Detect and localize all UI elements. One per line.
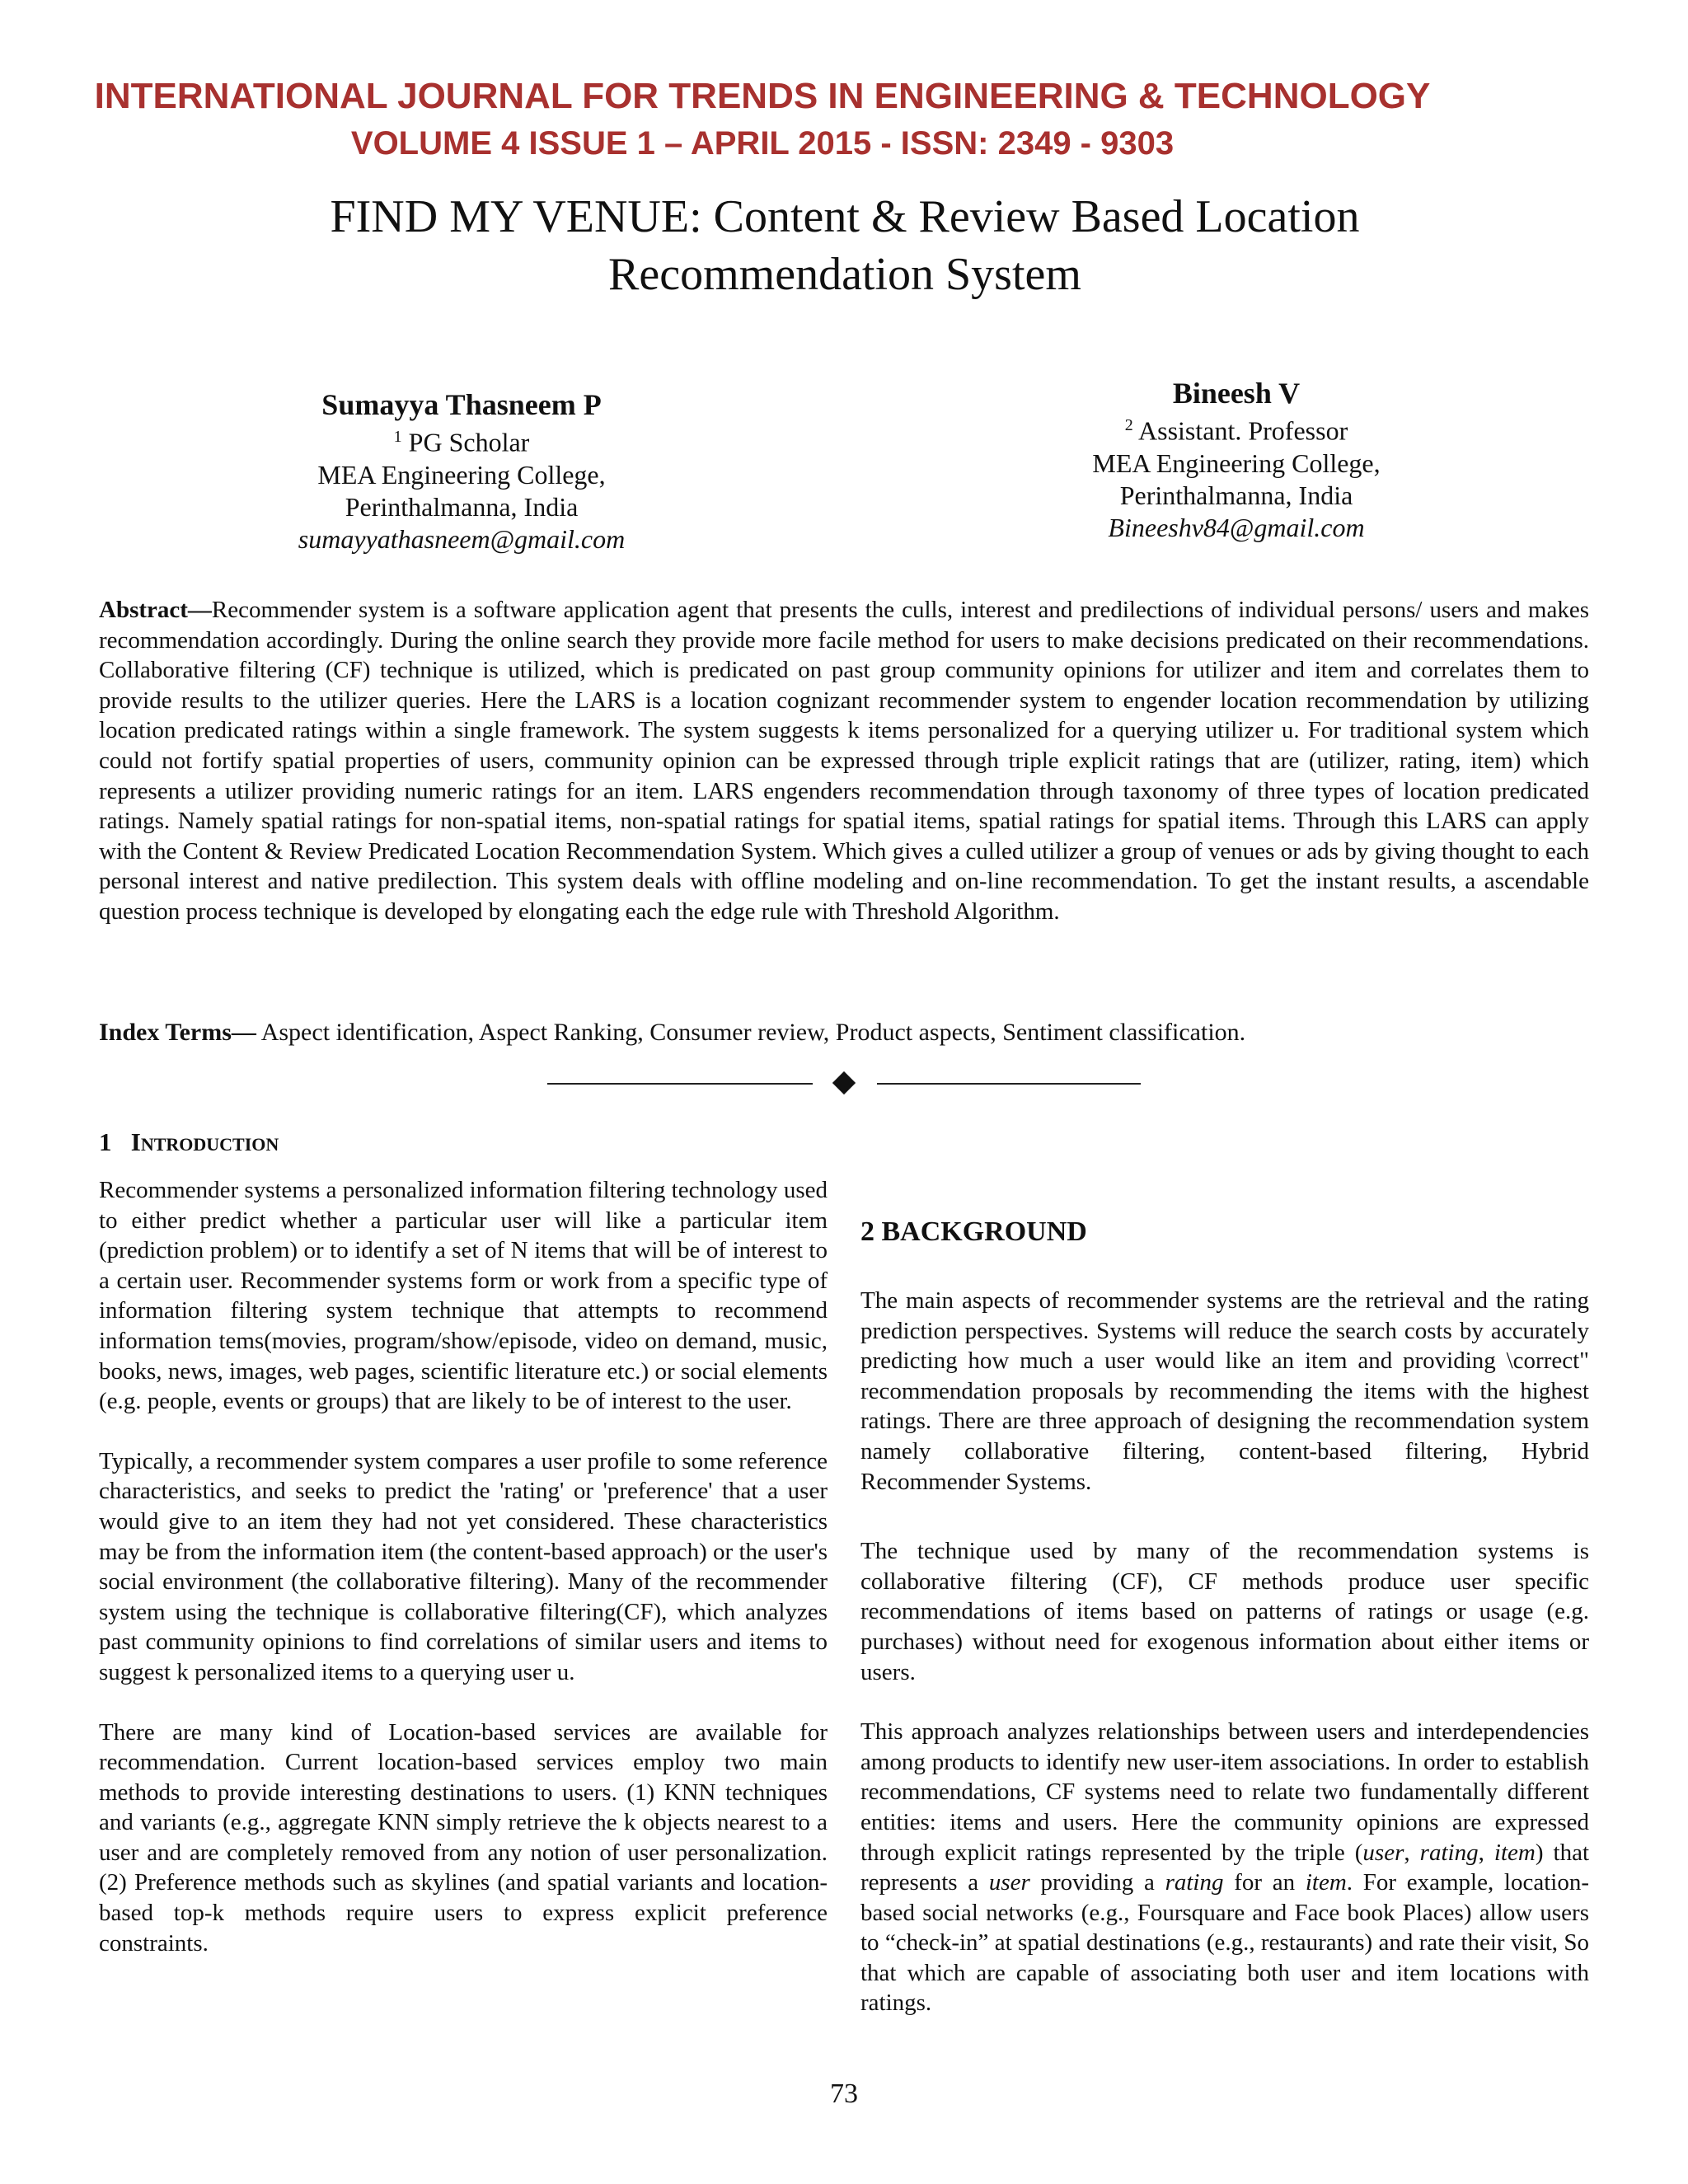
abstract-label: Abstract— — [99, 597, 212, 623]
intro-paragraph-2: Typically, a recommender system compares a user profile to some reference characteristics, and seeks to predict the 'rating' or 'preference' that a user would give to an item they had not yet considered. These characteristics may be from the information item (the content-based approach) or the user's social environment (the collaborative filtering). Many of the recommender system using the technique is collaborative filtering(CF), which analyzes past community opinions to find correlations of similar users and items to suggest k personalized items to a querying user u. — [99, 1447, 828, 1685]
index-terms-label: Index Terms— — [99, 1019, 256, 1046]
section-divider — [547, 1071, 1141, 1096]
left-column — [99, 1175, 828, 1958]
author-email: sumayyathasneem@gmail.com — [298, 523, 626, 554]
author-college: MEA Engineering College, — [1092, 448, 1381, 478]
background-paragraph-2: The technique used by many of the recommendation systems is collaborative filtering (CF), CF methods produce user specific recommendations of items based on patterns of ratings or usage (e.g. purchases) without need for exogenous information about either items or users. — [860, 1538, 1589, 1685]
intro-title: Introduction — [130, 1127, 279, 1156]
intro-number: 1 — [99, 1127, 112, 1156]
author-email: Bineeshv84@gmail.com — [1108, 512, 1365, 542]
author-place: Perinthalmanna, India — [1119, 480, 1353, 510]
author-block-1 — [247, 389, 676, 555]
intro-paragraph-3: There are many kind of Location-based services are available for recommendation. Current location-based services employ two main methods to provide interesting destinations to users. (1) KNN techniques and variants (e.g., aggregate KNN simply retrieve the k objects nearest to a user and are completely removed from any notion of user personalization. (2) Preference methods such as skylines (and spatial variants and location-based top-k methods require users to express explicit preference constraints. — [99, 1718, 828, 1957]
journal-title: INTERNATIONAL JOURNAL FOR TRENDS IN ENGINEERING & TECHNOLOGY — [94, 76, 1431, 116]
author-block-2 — [1022, 377, 1451, 544]
divider-line-left — [547, 1083, 813, 1085]
background-heading: 2 BACKGROUND — [860, 1216, 1087, 1247]
intro-heading — [99, 1127, 279, 1157]
author-place: Perinthalmanna, India — [345, 491, 579, 522]
author-role: $^2$ Assistant. Professor — [1124, 415, 1348, 446]
background-paragraph-3: This approach analyzes relationships between users and interdependencies among products to identify new user-item associations. In order to establish recommendations, CF systems need to relate two fundamentally different entities: items and users. Here the community opinions are expressed through explicit ratings represented by the triple (user, rating, item) that represents a user providing a rating for an item. For example, location-based social networks (e.g., Foursquare and Face book Places) allow users to “check-in” at spatial destinations (e.g., restaurants) and rate their visit, So that which are capable of associating both user and item locations with ratings. — [860, 1718, 1590, 2017]
journal-issue: VOLUME 4 ISSUE 1 – APRIL 2015 - ISSN: 2349 - 9303 — [350, 125, 1175, 162]
paper-title-line-2: Recommendation System — [608, 249, 1081, 300]
diamond-icon — [832, 1071, 856, 1094]
index-terms-text: Aspect identification, Aspect Ranking, Consumer review, Product aspects, Sentiment classification. — [256, 1019, 1246, 1046]
author-name: Sumayya Thasneem P — [321, 388, 602, 421]
author-name: Bineesh V — [1172, 377, 1301, 410]
abstract-text: Recommender system is a software application agent that presents the culls, interest and predilections of individual persons/ users and makes recommendation accordingly. During the online search they provide more facile method for users to make decisions predicated on their recommendations. Collaborative filtering (CF) technique is utilized, which is predicated on past group community opinions for utilizer and item and correlates them to provide results to the utilizer queries. Here the LARS is a location cognizant recommender system to engender location recommendation by utilizing location predicated ratings within a single framework. The system suggests k items personalized for a querying utilizer u. For traditional system which could not fortify spatial properties of users, community opinion can be expressed through triple explicit ratings that are (utilizer, rating, item) which represents a utilizer providing numeric ratings for an item. LARS engenders recommendation through taxonomy of three types of location predicated ratings. Namely spatial ratings for non-spatial items, non-spatial ratings for spatial items, spatial ratings for spatial items. Through this LARS can apply with the Content & Review Predicated Location Recommendation System. Which gives a culled utilizer a group of venues or ads by giving thought to each personal interest and native predilection. This system deals with offline modeling and on-line recommendation. To get the instant results, a ascendable question process technique is developed by elongating each the edge rule with Threshold Algorithm. — [99, 597, 1589, 925]
divider-line-right — [877, 1083, 1141, 1085]
background-paragraph-1: The main aspects of recommender systems are the retrieval and the rating prediction perspectives. Systems will reduce the search costs by accurately predicting how much a user would like an item and providing \correct" recommendation proposals by recommending the items with the highest ratings. There are three approach of designing the recommendation system namely collaborative filtering, content-based filtering, Hybrid Recommender Systems. — [860, 1287, 1589, 1495]
page-number: 73 — [830, 2079, 858, 2109]
author-role: $^1$ PG Scholar — [393, 427, 530, 457]
index-terms — [99, 1019, 1589, 1047]
right-column — [860, 1286, 1589, 2018]
intro-paragraph-1: Recommender systems a personalized information filtering technology used to either predict whether a particular user will like a particular item (prediction problem) or to identify a set of N items that will be of interest to a certain user. Recommender systems form or work from a specific type of information filtering system technique that attempts to recommend information tems(movies, program/show/episode, video on demand, music, books, news, images, web pages, scientific literature etc.) or social elements (e.g. people, events or groups) that are likely to be of interest to the user. — [99, 1177, 828, 1415]
abstract — [99, 595, 1589, 927]
paper-title — [165, 188, 1525, 303]
author-college: MEA Engineering College, — [317, 459, 606, 490]
paper-title-line-1: FIND MY VENUE: Content & Review Based Location — [330, 191, 1360, 242]
